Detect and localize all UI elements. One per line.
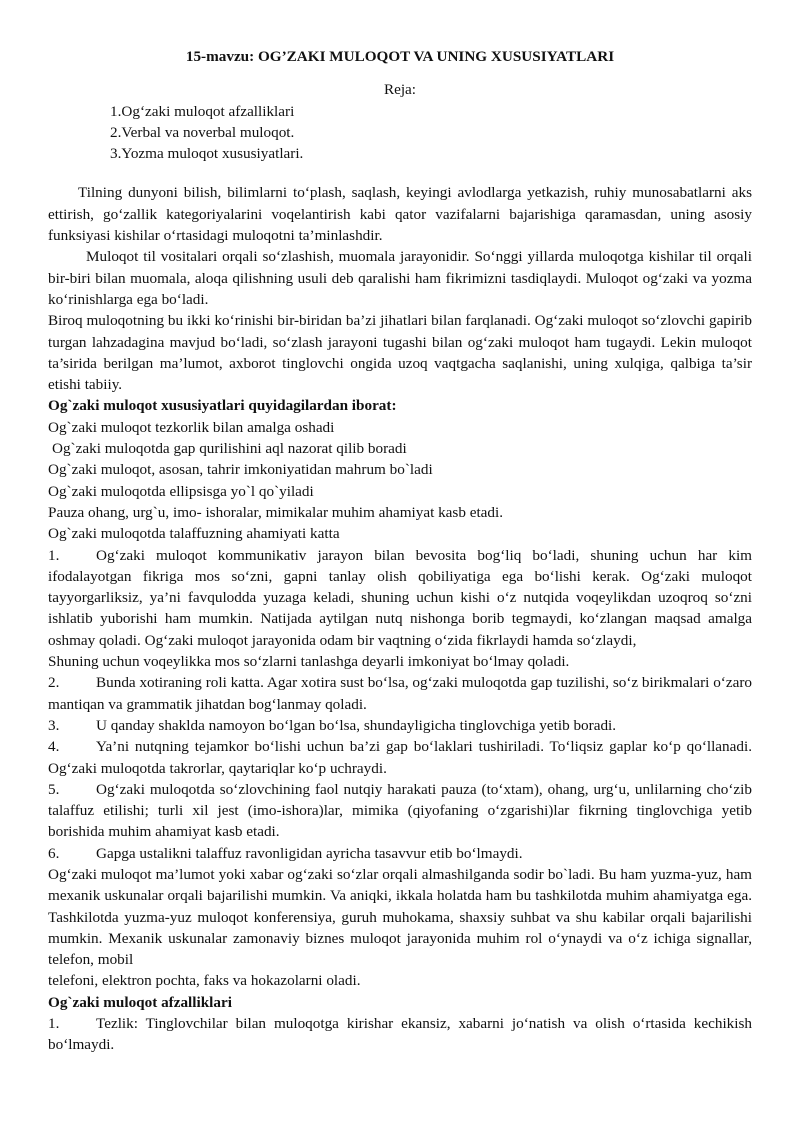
plan-item: 1.Og‘zaki muloqot afzalliklari xyxy=(110,102,295,120)
item-number: 3. xyxy=(48,716,60,734)
section-heading: Og`zaki muloqot afzalliklari xyxy=(48,993,232,1011)
paragraph: Shuning uchun voqeylikka mos so‘zlarni tanlashga deyarli imkoniyat bo‘lmay qoladi. xyxy=(48,653,570,671)
item-text: Bunda xotiraning roli katta. Agar xotira sust bo‘lsa, og‘zaki muloqotda gap tuzilishi, so‘z birikmalari o‘zaro mantiqan va grammatik jihatdan bog‘lanmay qoladi. xyxy=(48,674,752,713)
numbered-item xyxy=(48,843,752,864)
plan-list xyxy=(48,101,752,165)
item-number: 6. xyxy=(48,844,60,862)
item-text: U qanday shaklda namoyon bo‘lgan bo‘lsa, shundayligicha tinglovchiga yetib boradi. xyxy=(96,716,617,734)
item-number: 2. xyxy=(48,674,60,692)
item-text: Gapga ustalikni talaffuz ravonligidan ayricha tasavvur etib bo‘lmaydi. xyxy=(96,844,523,862)
section-heading: Og`zaki muloqot xususiyatlari quyidagilardan iborat: xyxy=(48,397,397,415)
list-item: Og`zaki muloqotda gap qurilishini aql nazorat qilib boradi xyxy=(52,440,407,458)
paragraph: Biroq muloqotning bu ikki ko‘rinishi bir-biridan ba’zi jihatlari bilan farqlanadi. Og‘zaki muloqot so‘zlovchi gapirib turgan lahzadagina mavjud bo‘ladi, so‘zlash jarayoni tugashi bilan og‘zaki muloqot ham tugaydi. Lekin muloqot ta’sirida berilgan ma’lumot, axborot tinglovchi ongida uzoq vaqtgacha saqlanishi, uning xulqiga, qalbiga ta’sir etishi tabiiy. xyxy=(48,312,752,394)
numbered-item xyxy=(48,672,752,715)
numbered-item xyxy=(48,545,752,651)
page-title: 15-mavzu: OG’ZAKI MULOQOT VA UNING XUSUSIYATLARI xyxy=(185,48,615,65)
item-text: Ya’ni nutqning tejamkor bo‘lishi uchun ba’zi gap bo‘laklari tushiriladi. To‘liqsiz gaplar ko‘p qo‘llanadi. Og‘zaki muloqotda takrorlar, qaytariqlar ko‘p uchraydi. xyxy=(48,738,752,777)
item-number: 5. xyxy=(48,780,60,798)
paragraph: Muloqot til vositalari orqali so‘zlashish, muomala jarayonidir. So‘nggi yillarda muloqotga kishilar til orqali bir-biri bilan muomala, aloqa qilishning usuli deb qaralishi ham fikrimizni tasdiqlaydi. Muloqot og‘zaki va yozma ko‘rinishlarga ega bo‘ladi. xyxy=(48,248,752,308)
numbered-item xyxy=(48,736,752,779)
item-text: Og‘zaki muloqotda so‘zlovchining faol nutqiy harakati pauza (to‘xtam), ohang, urg‘u, unlilarning cho‘zib talaffuz etilishi; turli xil jest (imo-ishora)lar, mimika (qiyofaning o‘zgarishi)lar fikrning tinglovchiga yetib borishida muhim ahamiyat kasb etadi. xyxy=(48,780,752,841)
paragraph: telefoni, elektron pochta, faks va hokazolarni oladi. xyxy=(48,972,361,990)
numbered-item xyxy=(48,715,752,736)
list-item: Og`zaki muloqotda talaffuzning ahamiyati katta xyxy=(48,525,340,543)
list-item: Pauza ohang, urg`u, imo- ishoralar, mimikalar muhim ahamiyat kasb etadi. xyxy=(48,503,504,521)
paragraph: Tilning dunyoni bilish, bilimlarni to‘plash, saqlash, keyingi avlodlarga yetkazish, ruhiy munosabatlarni aks ettirish, go‘zallik kategoriyalarini voqelantirish kabi qator vazifalarni bajarishiga qaramasdan, uning asosiy funksiyasi kishilar o‘rtasidagi muloqotni ta’minlashdir. xyxy=(48,184,752,245)
item-text: Og‘zaki muloqot kommunikativ jarayon bilan bevosita bog‘liq bo‘ladi, shuning uchun har kim ifodalayotgan fikriga mos so‘zni, gapni tanlay olish qobiliyatiga ega bo‘lishi kerak. Og‘zaki muloqot tayyorgarliksiz, ya’ni favqulodda yuzaga keladi, shuning uchun kishi o‘z nutqida voqeylikdan uzoqroq so‘zni ishlatib yuborishi ham mumkin. Natijada aytilgan nutq nishonga borib tegmaydi, ko‘zlangan maqsad amalga oshmay qoladi. Og‘zaki muloqot jarayonida odam bir vaqtning o‘zida fikrlaydi hamda so‘zlaydi, xyxy=(48,546,752,649)
list-item: Og`zaki muloqot tezkorlik bilan amalga oshadi xyxy=(48,418,335,436)
paragraph: Og‘zaki muloqot ma’lumot yoki xabar og‘zaki so‘zlar orqali almashilganda sodir bo`ladi. Bu ham yuzma-yuz, ham mexanik uskunalar orqali bajarilishi mumkin. Va aniqki, ikkala holatda ham bu tashkilotda muhim ahamiyatga ega. Tashkilotda yuzma-yuz muloqot konferensiya, guruh muhokama, shaxsiy suhbat va shu kabilar orqali bajarilishi mumkin. Mexanik uskunalar zamonaviy biznes muloqot jarayonida muhim rol o‘ynaydi va o‘z ichiga signallar, telefon, mobil xyxy=(48,865,752,969)
plan-item: 2.Verbal va noverbal muloqot. xyxy=(110,123,295,141)
item-number: 1. xyxy=(48,546,60,564)
plan-heading: Reja: xyxy=(383,81,417,99)
numbered-item xyxy=(48,1013,752,1056)
list-item: Og`zaki muloqotda ellipsisga yo`l qo`yiladi xyxy=(48,482,314,500)
item-number: 4. xyxy=(48,738,60,756)
item-text: Tezlik: Tinglovchilar bilan muloqotga kirishar ekansiz, xabarni jo‘natish va olish o‘rtasida kechikish bo‘lmaydi. xyxy=(48,1015,752,1054)
list-item: Og`zaki muloqot, asosan, tahrir imkoniyatidan mahrum bo`ladi xyxy=(48,461,433,479)
numbered-item xyxy=(48,779,752,843)
item-number: 1. xyxy=(48,1015,60,1033)
plan-item: 3.Yozma muloqot xususiyatlari. xyxy=(110,145,304,163)
